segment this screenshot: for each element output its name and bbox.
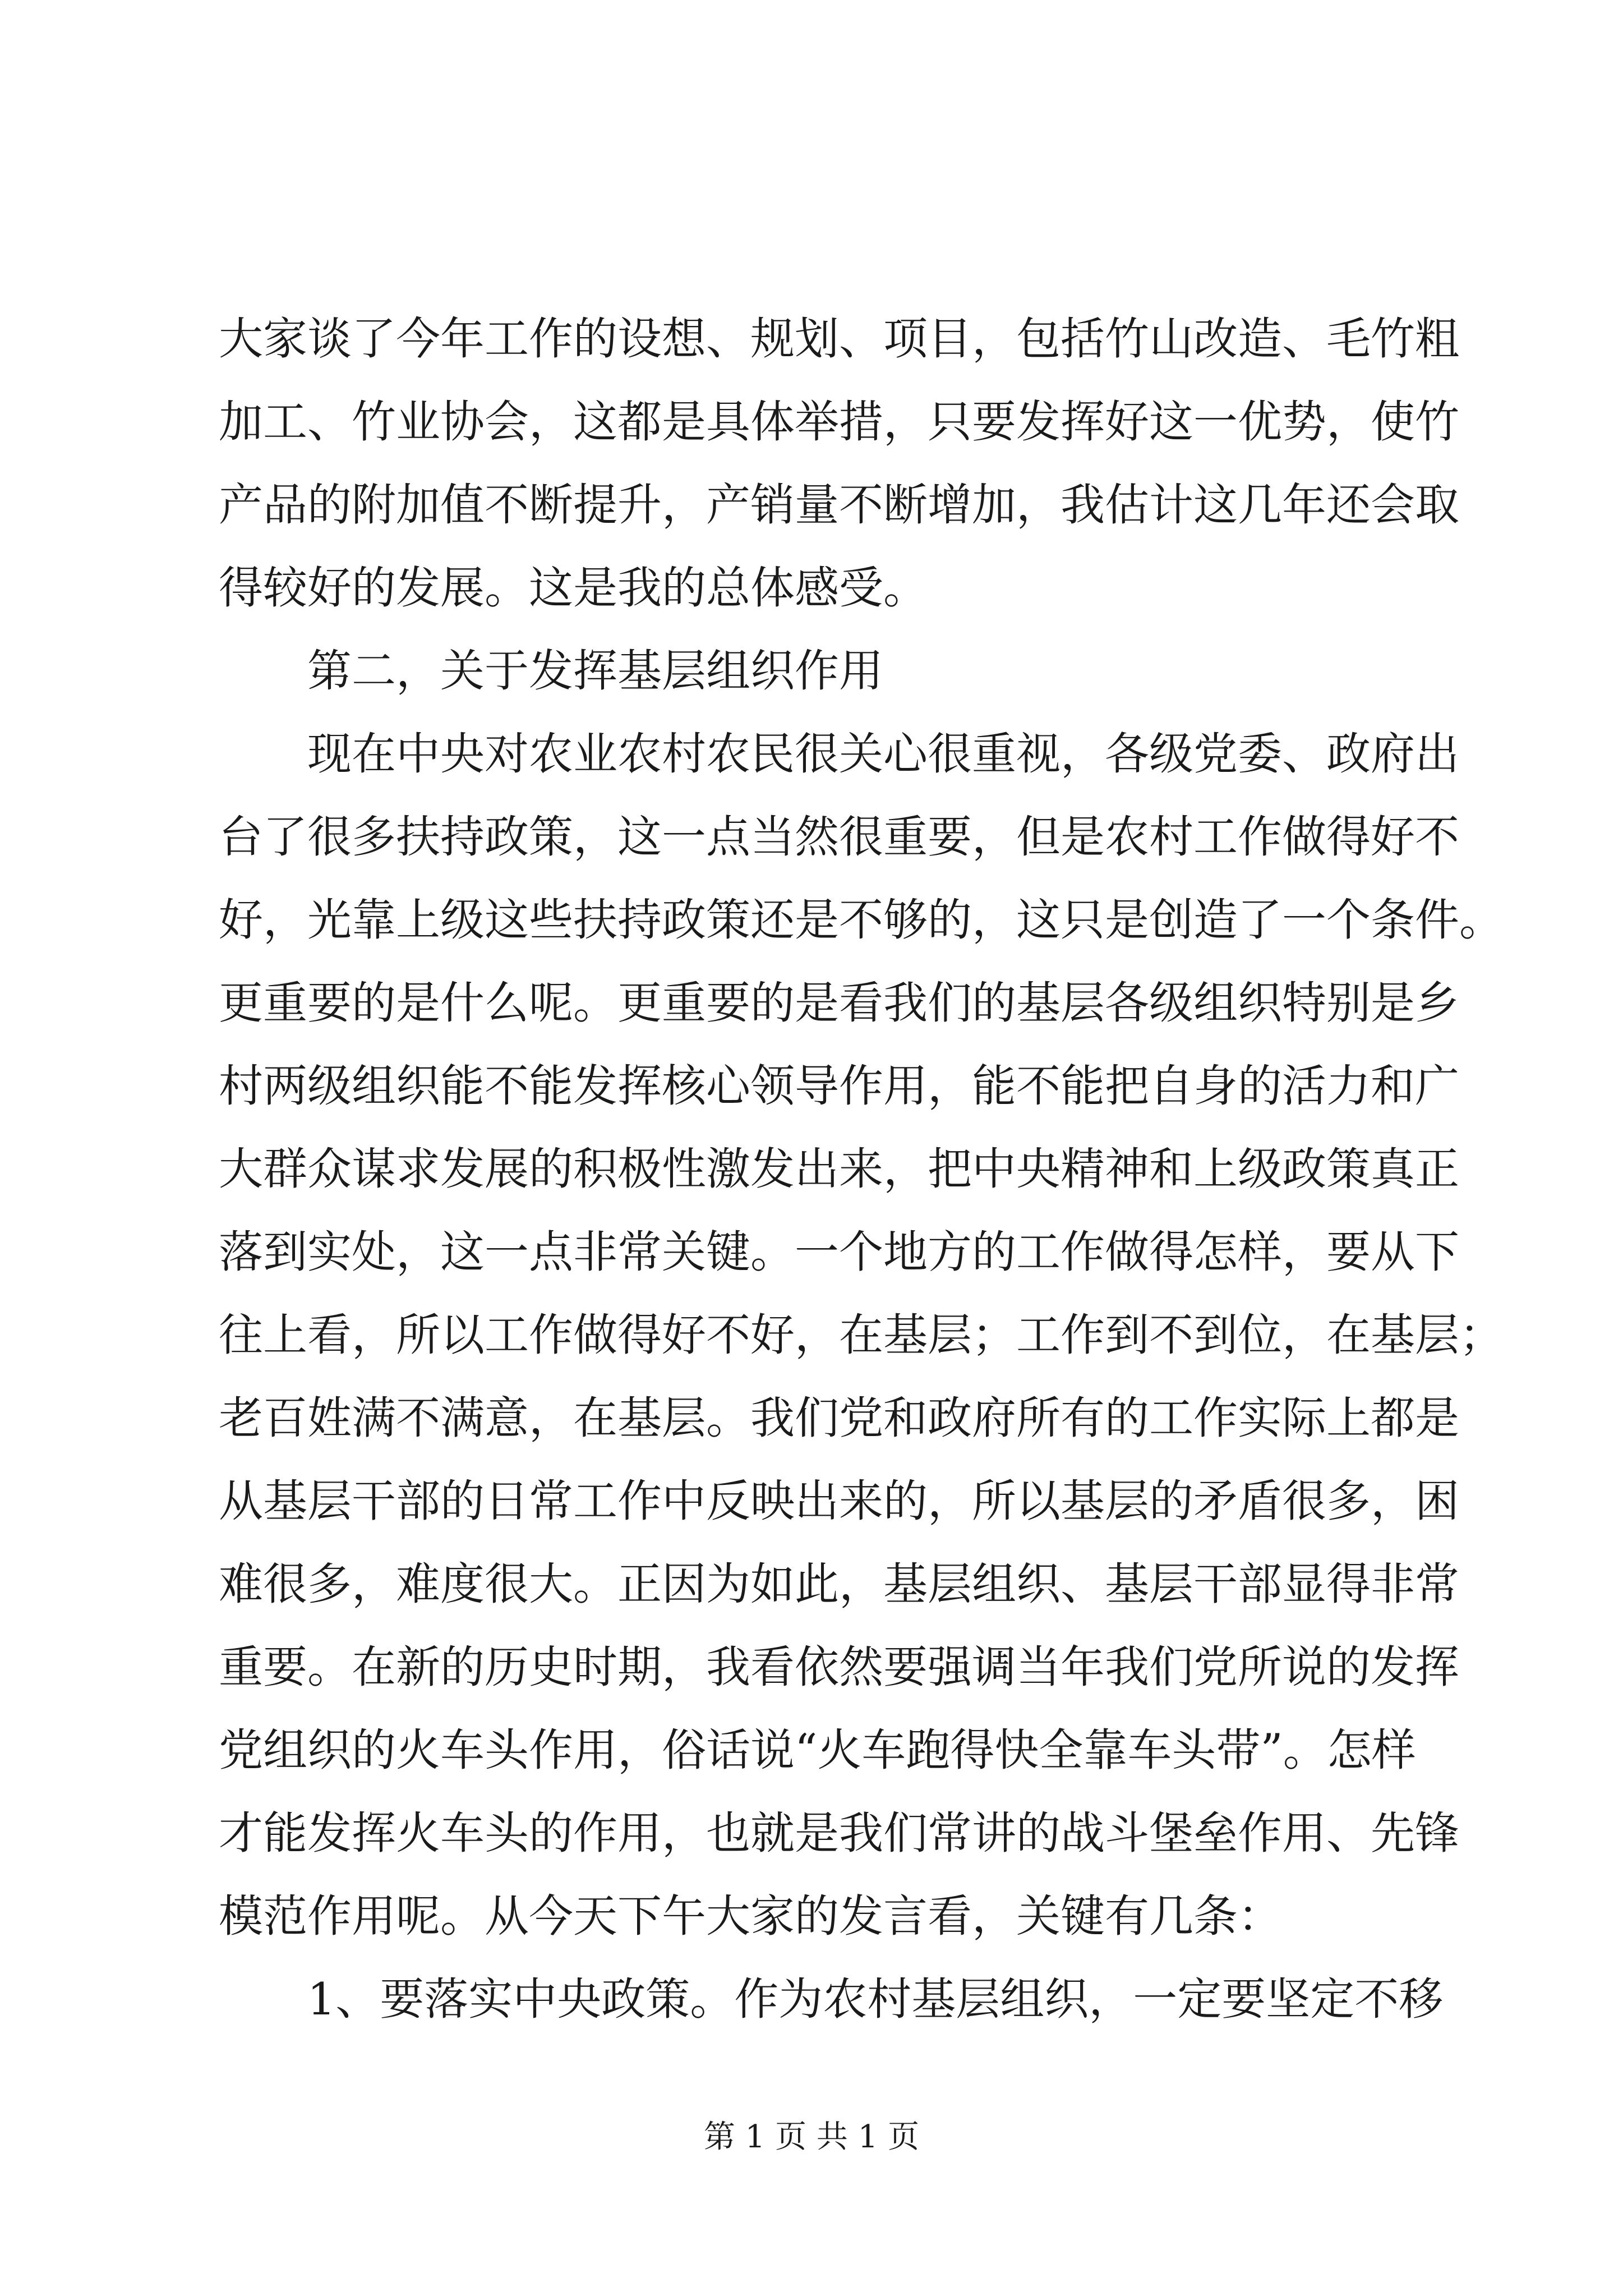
section-heading: 第二，关于发挥基层组织作用 bbox=[307, 645, 883, 697]
text-line: 往上看，所以工作做得好不好，在基层；工作到不到位，在基层； bbox=[219, 1309, 1504, 1361]
text-line: 更重要的是什么呢。更重要的是看我们的基层各级组织特别是乡 bbox=[219, 977, 1459, 1029]
text-line: 难很多，难度很大。正因为如此，基层组织、基层干部显得非常 bbox=[219, 1558, 1459, 1610]
text-line: 产品的附加值不断提升，产销量不断增加，我估计这几年还会取 bbox=[219, 479, 1459, 531]
text-line: 大家谈了今年工作的设想、规划、项目，包括竹山改造、毛竹粗 bbox=[219, 313, 1459, 365]
text-line: 模范作用呢。从今天下午大家的发言看，关键有几条： bbox=[219, 1890, 1282, 1942]
document-body bbox=[219, 297, 1504, 2041]
text-line: 老百姓满不满意，在基层。我们党和政府所有的工作实际上都是 bbox=[219, 1392, 1459, 1444]
text-line: 加工、竹业协会，这都是具体举措，只要发挥好这一优势，使竹 bbox=[219, 396, 1459, 448]
page-footer: 第 1 页 共 1 页 bbox=[703, 2119, 920, 2155]
text-line: 党组织的火车头作用，俗话说“火车跑得快全靠车头带”。怎样 bbox=[219, 1724, 1416, 1776]
text-line: 重要。在新的历史时期，我看依然要强调当年我们党所说的发挥 bbox=[219, 1641, 1459, 1693]
text-line: 台了很多扶持政策，这一点当然很重要，但是农村工作做得好不 bbox=[219, 811, 1459, 863]
text-line: 从基层干部的日常工作中反映出来的，所以基层的矛盾很多，困 bbox=[219, 1475, 1459, 1527]
text-line: 现在中央对农业农村农民很关心很重视，各级党委、政府出 bbox=[307, 728, 1459, 780]
text-line: 好，光靠上级这些扶持政策还是不够的，这只是创造了一个条件。 bbox=[219, 894, 1504, 946]
text-line: 才能发挥火车头的作用，也就是我们常讲的战斗堡垒作用、先锋 bbox=[219, 1807, 1459, 1859]
text-line: 大群众谋求发展的积极性激发出来，把中央精神和上级政策真正 bbox=[219, 1143, 1459, 1195]
text-line: 落到实处，这一点非常关键。一个地方的工作做得怎样，要从下 bbox=[219, 1226, 1459, 1278]
text-line: 1、要落实中央政策。作为农村基层组织，一定要坚定不移 bbox=[307, 1973, 1444, 2025]
text-line: 得较好的发展。这是我的总体感受。 bbox=[219, 562, 928, 614]
text-line: 村两级组织能不能发挥核心领导作用，能不能把自身的活力和广 bbox=[219, 1060, 1459, 1112]
